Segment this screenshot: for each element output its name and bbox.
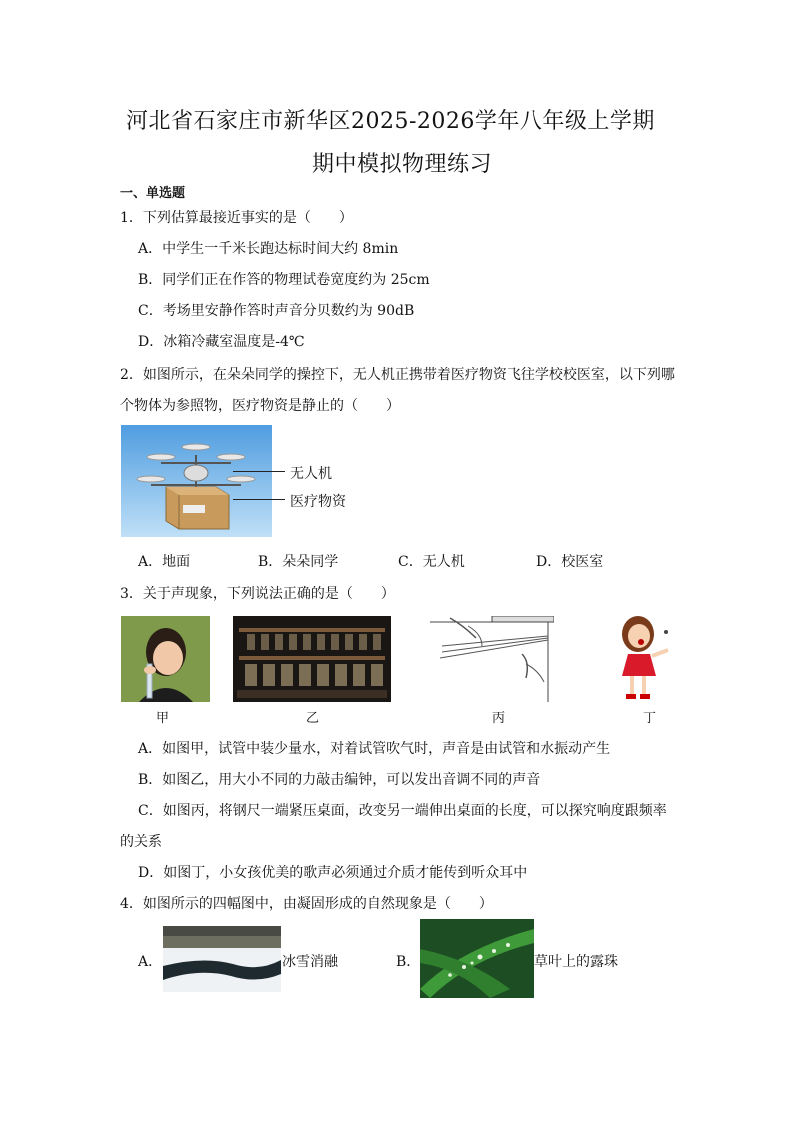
question-4-option-a-text: 冰雪消融	[282, 954, 338, 970]
question-1-option-b[interactable]: B．同学们正在作答的物理试卷宽度约为 25cm	[138, 272, 430, 288]
question-2-option-a[interactable]: A．地面	[138, 554, 191, 570]
figure-caption-jia: 甲	[156, 711, 170, 726]
page-subtitle: 期中模拟物理练习	[312, 152, 493, 177]
question-2-option-c[interactable]: C．无人机	[398, 554, 465, 570]
question-3-option-c[interactable]: C．如图丙，将钢尺一端紧压桌面，改变另一端伸出桌面的长度，可以探究响度跟频率	[138, 803, 667, 819]
question-3-option-d[interactable]: D．如图丁，小女孩优美的歌声必须通过介质才能传到听众耳中	[138, 865, 528, 881]
figure-caption-yi: 乙	[306, 711, 320, 726]
question-2-option-d[interactable]: D．校医室	[536, 554, 604, 570]
figure-caption-ding: 丁	[643, 711, 657, 726]
supplies-pointer-line	[233, 499, 285, 500]
supplies-label: 医疗物资	[290, 494, 346, 510]
question-1-option-c[interactable]: C．考场里安静作答时声音分贝数约为 90dB	[138, 303, 415, 319]
drone-pointer-line	[233, 471, 285, 472]
question-1-stem: 1．下列估算最接近事实的是（ ）	[120, 210, 353, 226]
steel-ruler-image	[430, 616, 554, 702]
page-title: 河北省石家庄市新华区2025-2026学年八年级上学期	[126, 109, 655, 134]
question-2-option-b[interactable]: B．朵朵同学	[258, 554, 339, 570]
ice-snow-melting-image	[163, 926, 281, 992]
question-1-option-a[interactable]: A．中学生一千米长跑达标时间大约 8min	[138, 241, 399, 257]
drone-image	[121, 425, 272, 537]
drone-label: 无人机	[290, 466, 332, 482]
section-heading: 一、单选题	[120, 186, 186, 201]
question-3-stem: 3．关于声现象，下列说法正确的是（ ）	[120, 586, 395, 602]
question-3-option-b[interactable]: B．如图乙，用大小不同的力敲击编钟，可以发出音调不同的声音	[138, 772, 541, 788]
question-4-option-b-text: 草叶上的露珠	[534, 954, 618, 970]
question-2-stem-line2: 个物体为参照物，医疗物资是静止的（ ）	[120, 398, 400, 414]
figure-caption-bing: 丙	[492, 711, 506, 726]
girl-blowing-tube-image	[121, 616, 210, 702]
question-4-option-a-letter[interactable]: A．	[138, 954, 163, 970]
dew-on-grass-image	[420, 919, 534, 998]
question-1-option-d[interactable]: D．冰箱冷藏室温度是-4℃	[138, 334, 305, 350]
question-2-stem-line1: 2．如图所示，在朵朵同学的操控下，无人机正携带着医疗物资飞往学校校医室，以下列哪	[120, 367, 675, 383]
singing-girl-image	[610, 614, 676, 704]
question-4-stem: 4．如图所示的四幅图中，由凝固形成的自然现象是（ ）	[120, 896, 493, 912]
chime-bells-image	[233, 616, 391, 702]
question-4-option-b-letter[interactable]: B．	[396, 954, 421, 970]
question-3-option-a[interactable]: A．如图甲，试管中装少量水，对着试管吹气时，声音是由试管和水振动产生	[138, 741, 611, 757]
question-3-option-c-line2: 的关系	[120, 834, 162, 850]
